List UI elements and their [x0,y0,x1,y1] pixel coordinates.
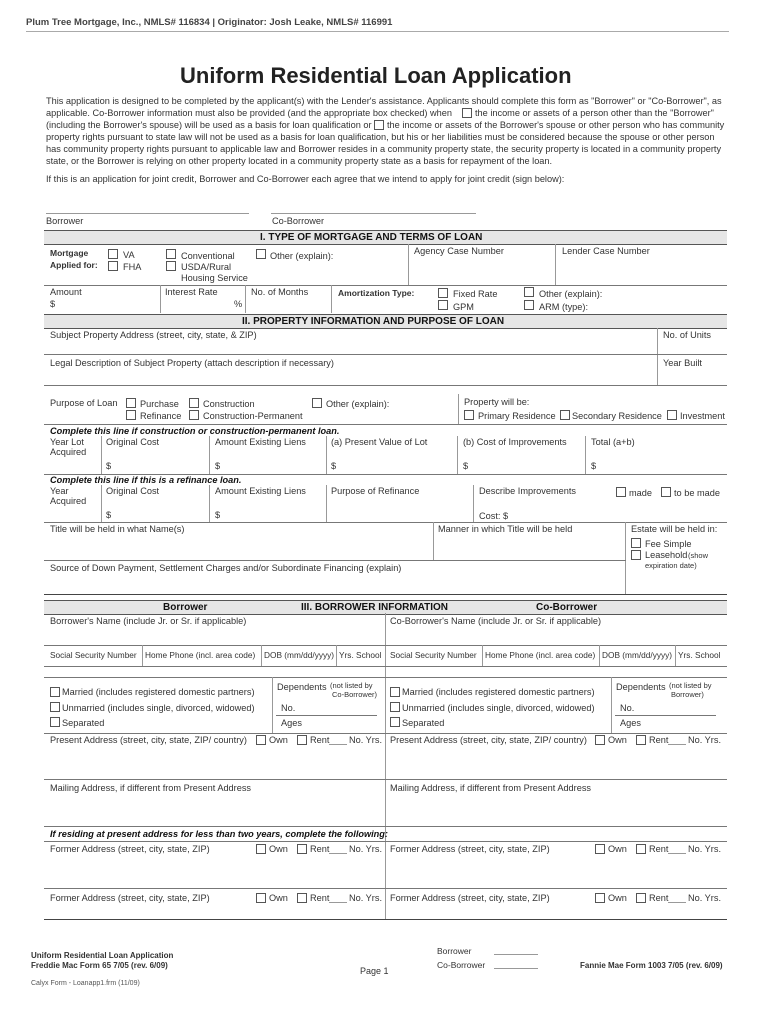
footer-freddie-form: Freddie Mac Form 65 7/05 (rev. 6/09) [31,961,168,970]
borrower-name-label: Borrower's Name (include Jr. or Sr. if applicable) [50,616,247,626]
less-than-two-years-heading: If residing at present address for less than two years, complete the following: [50,829,388,839]
improvements-made-label: made [629,488,652,498]
purpose-refi-label: Purpose of Refinance [331,486,420,496]
source-down-payment-label: Source of Down Payment, Settlement Charges and/or Subordinate Financing (explain) [50,563,402,573]
other-purpose-label: Other (explain): [326,399,390,409]
section-2-title: II. PROPERTY INFORMATION AND PURPOSE OF LOAN [242,316,505,327]
leasehold-checkbox[interactable] [631,550,641,560]
borrower-former-1-own-label: Own [269,844,288,854]
borrower-yrs-school-label: Yrs. School [339,650,382,660]
coborrower-name-label: Co-Borrower's Name (include Jr. or Sr. if applicable) [390,616,602,626]
coborrower-unmarried-checkbox[interactable] [390,702,400,712]
refi-original-cost-label: Original Cost [106,486,160,496]
other-mortgage-label: Other (explain): [270,251,334,261]
total-dollar: $ [591,461,597,471]
property-will-be-label: Property will be: [464,397,530,407]
coborrower-former-1-own-label: Own [608,844,627,854]
applied-for-label: Applied for: [50,260,98,270]
coborrower-dob-label: DOB (mm/dd/yyyy) [602,650,673,660]
footer-calyx: Calyx Form - Loanapp1.frm (11/09) [31,980,140,987]
coborrower-former-1-years[interactable] [668,853,686,854]
primary-residence-label: Primary Residence [478,411,556,421]
total-label: Total (a+b) [591,437,635,447]
fee-simple-label: Fee Simple [645,539,692,549]
coborrower-present-own-checkbox[interactable] [595,735,605,745]
originator-line: Plum Tree Mortgage, Inc., NMLS# 116834 | Originator: Josh Leake, NMLS# 116991 [26,17,393,28]
gpm-checkbox[interactable] [438,300,448,310]
year-acquired-label: Acquired [50,496,87,506]
refinance-label: Refinance [140,411,182,421]
year-lot-label: Year Lot [50,437,84,447]
amount-label: Amount [50,287,82,297]
coborrower-former-address-2-label: Former Address (street, city, state, ZIP) [390,893,550,903]
footer-coborrower-initials-line[interactable] [494,968,538,969]
coborrower-dependents-ages-label: Ages [620,718,641,728]
section-3-coborrower-heading: Co-Borrower [536,602,598,613]
borrower-former-2-years[interactable] [329,902,347,903]
borrower-former-2-own-checkbox[interactable] [256,893,266,903]
other-mortgage-checkbox[interactable] [256,249,266,259]
refi-original-cost-dollar: $ [106,510,112,520]
fixed-rate-label: Fixed Rate [453,289,498,299]
agency-case-label: Agency Case Number [414,246,504,256]
fee-simple-checkbox[interactable] [631,538,641,548]
purpose-label: Purpose of Loan [50,398,118,408]
year-built-label: Year Built [663,358,702,368]
construction-checkbox[interactable] [189,398,199,408]
housing-service-label: Housing Service [181,273,248,283]
coborrower-present-rent-years[interactable] [668,744,686,745]
footer-fannie-form: Fannie Mae Form 1003 7/05 (rev. 6/09) [580,961,723,970]
coborrower-married-checkbox[interactable] [390,687,400,697]
section-2-banner [44,314,727,329]
section-1-banner [44,230,727,245]
coborrower-signature-line[interactable] [271,213,476,214]
amount-dollar: $ [50,299,56,309]
gpm-label: GPM [453,302,474,312]
joint-credit-text: If this is an application for joint credit, Borrower and Co-Borrower each agree that we intend to apply for joint credit (sign below): [46,174,565,184]
coborrower-former-2-own-label: Own [608,893,627,903]
leasehold-show-label: (show [688,551,709,560]
coborrower-former-address-1-label: Former Address (street, city, state, ZIP) [390,844,550,854]
coborrower-dependents-label: Dependents [616,682,666,692]
construction-perm-checkbox[interactable] [189,410,199,420]
expiration-date-label: expiration date) [645,561,697,570]
coborrower-present-address-label: Present Address (street, city, state, ZIP/ country) [390,735,587,745]
secondary-residence-label: Secondary Residence [572,411,662,421]
section-3-borrower-heading: Borrower [163,602,208,613]
borrower-former-2-no-yrs-label: No. Yrs. [349,893,383,903]
borrower-present-own-checkbox[interactable] [256,735,266,745]
refi-existing-liens-label: Amount Existing Liens [215,486,306,496]
page-title: Uniform Residential Loan Application [180,63,572,88]
footer-coborrower-initials-label: Co-Borrower [437,960,486,970]
construction-original-cost-dollar: $ [106,461,112,471]
coborrower-home-phone-label: Home Phone (incl. area code) [485,650,596,660]
purchase-label: Purchase [140,399,179,409]
coborrower-former-1-no-yrs-label: No. Yrs. [688,844,722,854]
interest-pct: % [234,299,243,309]
borrower-former-1-rent-checkbox[interactable] [297,844,307,854]
coborrower-former-1-rent-label: Rent [649,844,669,854]
borrower-former-1-own-checkbox[interactable] [256,844,266,854]
construction-perm-label: Construction-Permanent [203,411,303,421]
coborrower-former-2-years[interactable] [668,902,686,903]
refinance-checkbox[interactable] [126,410,136,420]
header-rule [26,31,729,32]
coborrower-present-own-label: Own [608,735,627,745]
borrower-married-label: Married (includes registered domestic partners) [62,687,255,697]
coborrower-present-rent-label: Rent [649,735,669,745]
coborrower-former-1-own-checkbox[interactable] [595,844,605,854]
footer-borrower-initials-label: Borrower [437,946,472,956]
borrower-former-2-rent-label: Rent [310,893,330,903]
coborrower-yrs-school-label: Yrs. School [678,650,721,660]
borrower-dependents-no-label: No. [281,703,296,713]
borrower-signature-label: Borrower [46,216,84,226]
coborrower-married-label: Married (includes registered domestic partners) [402,687,595,697]
cost-improvements-dollar: $ [463,461,469,471]
footer-borrower-initials-line[interactable] [494,954,538,955]
subject-address-label: Subject Property Address (street, city, state, & ZIP) [50,330,257,340]
coborrower-mailing-label: Mailing Address, if different from Present Address [390,783,592,793]
coborrower-former-2-own-checkbox[interactable] [595,893,605,903]
coborrower-former-2-rent-label: Rent [649,893,669,903]
borrower-coborrower-divider [385,613,386,919]
borrower-former-1-no-yrs-label: No. Yrs. [349,844,383,854]
coborrower-signature-label: Co-Borrower [272,216,325,226]
fha-label: FHA [123,262,142,272]
legal-description-label: Legal Description of Subject Property (attach description if necessary) [50,358,334,368]
borrower-former-2-rent-checkbox[interactable] [297,893,307,903]
conventional-checkbox[interactable] [166,249,176,259]
borrower-present-no-yrs-label: No. Yrs. [349,735,383,745]
borrower-dependents-ages-label: Ages [281,718,302,728]
section-1-title: I. TYPE OF MORTGAGE AND TERMS OF LOAN [260,232,483,243]
coborrower-not-listed-1: (not listed by [669,681,712,690]
mortgage-applied-label: Mortgage [50,248,89,258]
coborrower-present-no-yrs-label: No. Yrs. [688,735,722,745]
borrower-signature-line[interactable] [46,213,249,214]
other-purpose-checkbox[interactable] [312,398,322,408]
purchase-checkbox[interactable] [126,398,136,408]
coborrower-not-listed-2: Borrower) [671,690,704,699]
borrower-former-1-years[interactable] [329,853,347,854]
secondary-residence-checkbox[interactable] [560,410,570,420]
leasehold-label: Leasehold [645,550,688,560]
borrower-unmarried-label: Unmarried (includes single, divorced, widowed) [62,703,255,713]
borrower-ssn-label: Social Security Number [50,650,137,660]
interest-rate-label: Interest Rate [165,287,218,297]
coborrower-info-checkbox-2[interactable] [374,120,384,130]
investment-label: Investment [680,411,725,421]
borrower-former-address-2-label: Former Address (street, city, state, ZIP) [50,893,210,903]
present-value-lot-dollar: $ [331,461,337,471]
investment-checkbox[interactable] [667,410,677,420]
borrower-married-checkbox[interactable] [50,687,60,697]
estate-held-label: Estate will be held in: [631,524,718,534]
construction-label: Construction [203,399,255,409]
fixed-rate-checkbox[interactable] [438,288,448,298]
other-amortization-checkbox[interactable] [524,287,534,297]
coborrower-former-2-rent-checkbox[interactable] [636,893,646,903]
construction-original-cost-label: Original Cost [106,437,160,447]
borrower-unmarried-checkbox[interactable] [50,702,60,712]
coborrower-former-1-rent-checkbox[interactable] [636,844,646,854]
section-3-title: III. BORROWER INFORMATION [301,602,449,613]
borrower-dependents-label: Dependents [277,682,327,692]
footer-form-name: Uniform Residential Loan Application [31,951,174,960]
improvements-to-be-made-checkbox[interactable] [661,487,671,497]
no-units-label: No. of Units [663,330,711,340]
construction-existing-liens-dollar: $ [215,461,221,471]
va-label: VA [123,250,135,260]
coborrower-dependents-no-label: No. [620,703,635,713]
present-value-lot-label: (a) Present Value of Lot [331,437,428,447]
borrower-former-1-rent-label: Rent [310,844,330,854]
fha-checkbox[interactable] [108,261,118,271]
amortization-label: Amortization Type: [338,288,415,298]
coborrower-unmarried-label: Unmarried (includes single, divorced, widowed) [402,703,595,713]
lender-case-label: Lender Case Number [562,246,650,256]
borrower-not-listed-1: (not listed by [330,681,373,690]
arm-checkbox[interactable] [524,300,534,310]
primary-residence-checkbox[interactable] [464,410,474,420]
title-held-label: Title will be held in what Name(s) [50,524,185,534]
va-checkbox[interactable] [108,249,118,259]
improvements-to-be-made-label: to be made [674,488,720,498]
borrower-mailing-label: Mailing Address, if different from Present Address [50,783,252,793]
usda-checkbox[interactable] [166,261,176,271]
manner-title-label: Manner in which Title will be held [438,524,573,534]
borrower-dob-label: DOB (mm/dd/yyyy) [264,650,335,660]
coborrower-former-2-no-yrs-label: No. Yrs. [688,893,722,903]
construction-line-heading: Complete this line if construction or construction-permanent loan. [50,426,340,436]
coborrower-separated-checkbox[interactable] [390,717,400,727]
borrower-present-own-label: Own [269,735,288,745]
borrower-separated-checkbox[interactable] [50,717,60,727]
coborrower-separated-label: Separated [402,718,445,728]
improvements-made-checkbox[interactable] [616,487,626,497]
arm-label: ARM (type): [539,302,589,312]
construction-existing-liens-label: Amount Existing Liens [215,437,306,447]
borrower-not-listed-2: Co-Borrower) [332,690,378,699]
improvements-cost-label: Cost: $ [479,511,509,521]
borrower-present-rent-label: Rent [310,735,330,745]
borrower-former-address-1-label: Former Address (street, city, state, ZIP) [50,844,210,854]
refinance-line-heading: Complete this line if this is a refinance loan. [50,475,242,485]
borrower-home-phone-label: Home Phone (incl. area code) [145,650,256,660]
cost-improvements-label: (b) Cost of Improvements [463,437,567,447]
borrower-present-rent-years[interactable] [329,744,347,745]
coborrower-ssn-label: Social Security Number [390,650,477,660]
months-label: No. of Months [251,287,309,297]
coborrower-present-rent-checkbox[interactable] [636,735,646,745]
coborrower-info-checkbox-1[interactable] [462,108,472,118]
borrower-former-2-own-label: Own [269,893,288,903]
other-amortization-label: Other (explain): [539,289,603,299]
borrower-present-rent-checkbox[interactable] [297,735,307,745]
year-lot-acquired-label: Acquired [50,447,87,457]
refi-existing-liens-dollar: $ [215,510,221,520]
usda-label: USDA/Rural [181,262,232,272]
footer-page-number: Page 1 [360,966,389,976]
borrower-separated-label: Separated [62,718,105,728]
conventional-label: Conventional [181,251,235,261]
borrower-present-address-label: Present Address (street, city, state, ZIP/ country) [50,735,247,745]
describe-improvements-label: Describe Improvements [479,486,577,496]
year-label: Year [50,486,69,496]
